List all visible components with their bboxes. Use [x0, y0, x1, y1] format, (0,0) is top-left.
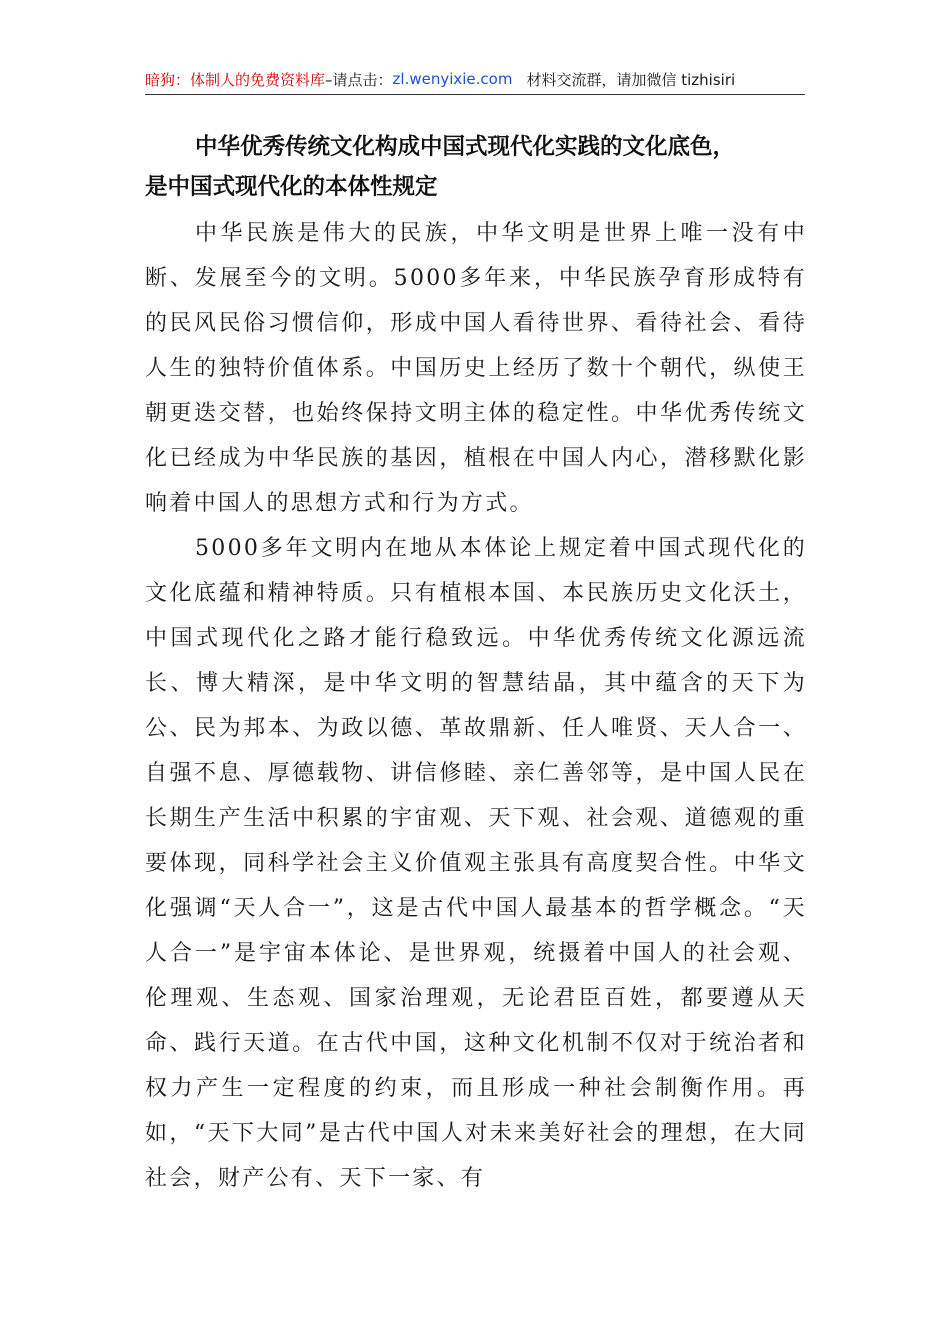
paragraph-2: 5000多年文明内在地从本体论上规定着中国式现代化的文化底蕴和精神特质。只有植根本国、本民族历史文化沃土，中国式现代化之路才能行稳致远。中华优秀传统文化源远流长、博大精深，是中华文明的智慧结晶，其中蕴含的天下为公、民为邦本、为政以德、革故鼎新、任人唯贤、天人合一、自强不息、厚德载物、讲信修睦、亲仁善邻等，是中国人民在长期生产生活中积累的宇宙观、天下观、社会观、道德观的重要体现，同科学社会主义价值观主张具有高度契合性。中华文化强调“天人合一”，这是古代中国人最基本的哲学概念。“天人合一”是宇宙本体论、是世界观，统摄着中国人的社会观、伦理观、生态观、国家治理观，无论君臣百姓，都要遵从天命、践行天道。在古代中国，这种文化机制不仅对于统治者和权力产生一定程度的约束，而且形成一种社会制衡作用。再如，“天下大同”是古代中国人对未来美好社会的理想，在大同社会，财产公有、天下一家、有 [145, 536, 807, 1191]
header-link[interactable]: zl.wenyixie.com [392, 70, 513, 88]
title-line-1: 中华优秀传统文化构成中国式现代化实践的文化底色， [195, 134, 736, 160]
header-brand: 暗狗：体制人的免费资料库 [145, 70, 326, 89]
header-contact: 材料交流群，请加微信 tizhisiri [526, 70, 736, 89]
header-divider [145, 94, 805, 95]
body-text [145, 211, 807, 1201]
section-title [145, 127, 805, 207]
page-header [145, 66, 805, 92]
paragraph-1: 中华民族是伟大的民族，中华文明是世界上唯一没有中断、发展至今的文明。5000多年来，中华民族孕育形成特有的民风民俗习惯信仰，形成中国人看待世界、看待社会、看待人生的独特价值体系。中国历史上经历了数十个朝代，纵使王朝更迭交替，也始终保持文明主体的稳定性。中华优秀传统文化已经成为中华民族的基因，植根在中国人内心，潜移默化影响着中国人的思想方式和行为方式。 [145, 221, 807, 516]
title-line-2: 是中国式现代化的本体性规定 [145, 174, 438, 200]
header-prompt: –请点击： [325, 70, 393, 89]
